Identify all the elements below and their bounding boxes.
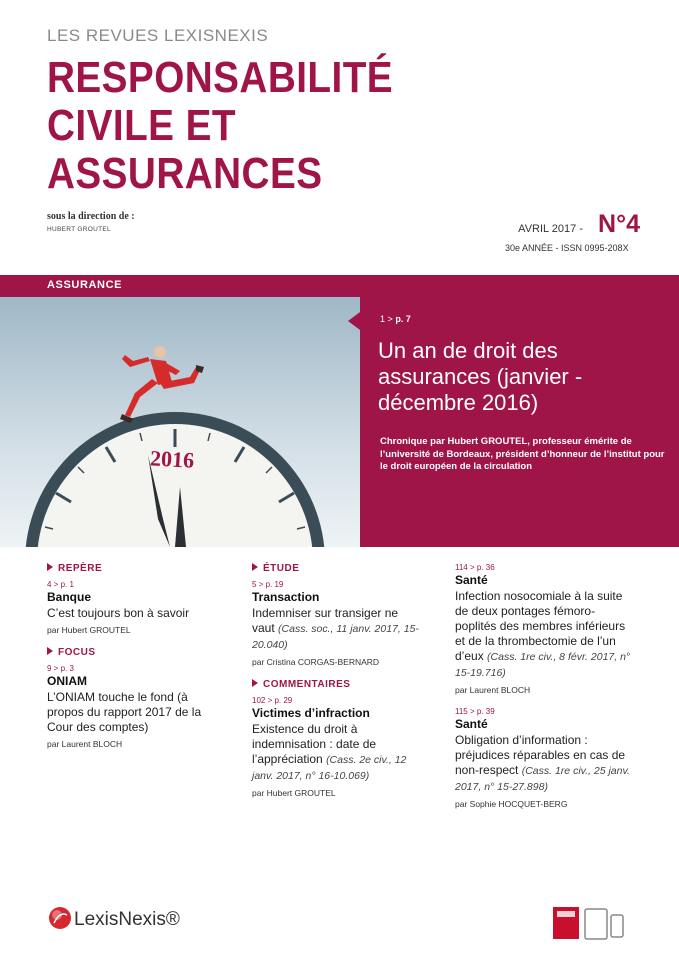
article-description: C’est toujours bon à savoir [47,606,190,620]
column-3 [455,563,635,821]
article-entry[interactable] [455,563,635,695]
article-author: par Sophie HOCQUET-BERG [455,799,568,809]
article-ref: 102 > p. 29 [252,696,293,705]
feature-ref [380,314,411,324]
article-ref: 9 > p. 3 [47,664,74,673]
article-citation: (Cass. soc., 11 janv. 2017, 15-20.040) [252,623,419,651]
article-heading: Santé [455,717,488,731]
article-ref: 4 > p. 1 [47,580,74,589]
article-description: L’ONIAM touche le fond (à propos du rapport 2017 de la Cour des comptes) [47,690,202,734]
section-heading-etude: ÉTUDE [252,563,424,574]
phone-icon [611,915,623,937]
section-heading-focus: FOCUS [47,647,222,658]
article-author: par Cristina CORGAS-BERNARD [252,657,380,667]
article-author: par Laurent BLOCH [455,685,531,695]
feature-ref-page: p. 7 [395,314,411,324]
title-line-1: RESPONSABILITÉ [47,53,394,102]
article-ref: 5 > p. 19 [252,580,284,589]
triangle-icon [252,563,258,571]
feature-ref-num: 1 [380,314,386,324]
banner-label: ASSURANCE [47,279,123,291]
direction-label: sous la direction de : [47,211,135,222]
section-heading-repere: REPÈRE [47,563,222,574]
issue-date: AVRIL 2017 - [518,223,583,235]
feature-ref-sep: > [387,314,393,324]
article-heading: Banque [47,590,92,604]
triangle-icon [47,647,53,655]
article-author: par Hubert GROUTEL [47,625,131,635]
article-author: par Hubert GROUTEL [252,788,336,798]
section-heading-commentaires: COMMENTAIRES [252,679,424,690]
logo-text: LexisNexis® [74,909,180,930]
feature-notch [348,312,360,330]
article-heading: Victimes d’infraction [252,706,370,720]
feature-title[interactable]: Un an de droit des assurances (janvier - décembre 2016) [378,338,583,415]
lexisnexis-logo [48,906,180,935]
article-description: Infection nosocomiale à la suite de deux pontages fémoro-poplités des membres inférieurs et de la thrombectomie de l’un d’eux (Cass. 1re civ., 8 févr. 2017, n° 15-19.716) [455,589,631,679]
direction-name: HUBERT GROUTEL [47,226,111,233]
article-entry[interactable] [455,707,635,809]
article-ref: 115 > p. 39 [455,707,495,716]
article-heading: ONIAM [47,674,87,688]
triangle-icon [252,679,258,687]
article-citation: (Cass. 1re civ., 8 févr. 2017, n° 15-19.716) [455,651,631,679]
tablet-icon [585,909,607,939]
digital-edition-badge [553,905,643,941]
article-entry[interactable] [47,664,222,749]
article-citation: (Cass. 2e civ., 12 janv. 2017, n° 16-10.069) [252,754,407,782]
article-entry[interactable] [252,696,424,798]
article-heading: Transaction [252,590,320,604]
feature-byline: Chronique par Hubert GROUTEL, professeur émérite de l’université de Bordeaux, président d’honneur de l’institut pour le droit européen de la circulation [380,436,665,472]
column-1 [47,563,222,761]
cover-illustration [0,297,360,547]
triangle-icon [47,563,53,571]
article-description: Obligation d’information : préjudices réparables en cas de non-respect (Cass. 1re civ., 25 janv. 2017, n° 15-27.898) [455,733,630,793]
feature-panel [360,297,679,547]
article-entry[interactable] [47,580,222,635]
lexisnexis-logo-icon [48,906,72,930]
title-line-2: CIVILE ET [47,101,236,150]
article-description: Existence du droit à indemnisation : date de l’appréciation (Cass. 2e civ., 12 janv. 2017, n° 16-10.069) [252,722,407,782]
clock-illustration [0,297,360,547]
issue-meta: 30e ANNÉE - ISSN 0995-208X [505,243,629,253]
article-heading: Santé [455,573,488,587]
column-2 [252,563,424,810]
article-ref: 114 > p. 36 [455,563,495,572]
article-description: Indemniser sur transiger ne vaut (Cass. soc., 11 janv. 2017, 15-20.040) [252,606,419,651]
title-line-3: ASSURANCES [47,149,323,198]
publisher-name: LES REVUES LEXISNEXIS [47,26,269,45]
article-entry[interactable] [252,580,424,667]
article-citation: (Cass. 1re civ., 25 janv. 2017, n° 15-27.898) [455,765,630,793]
issue-number: N°4 [598,210,640,238]
journal-title [47,54,417,198]
clock-year: 2016 [149,445,195,473]
article-author: par Laurent BLOCH [47,739,123,749]
